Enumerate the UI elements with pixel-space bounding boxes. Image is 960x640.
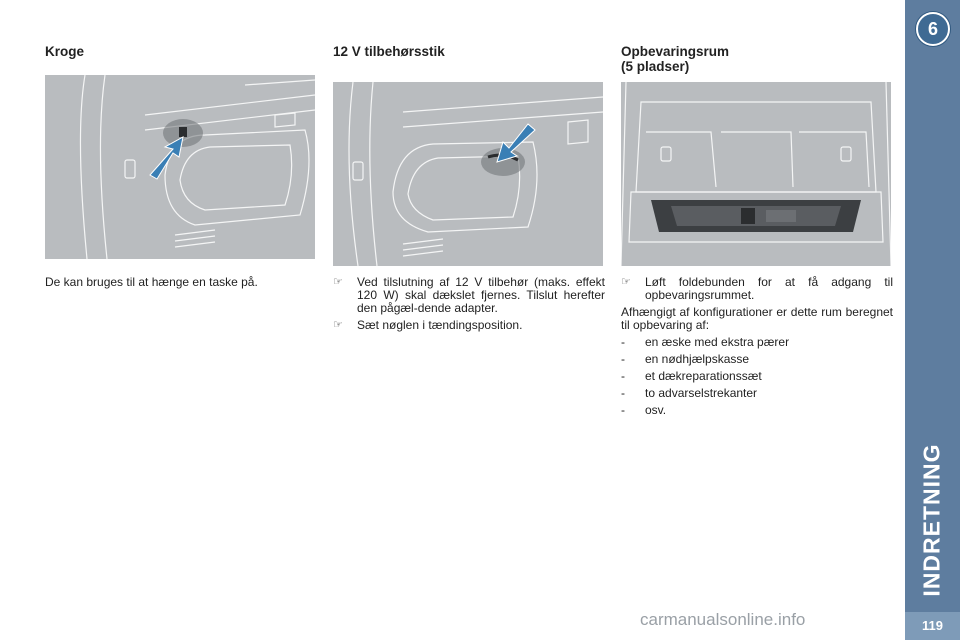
page-number: 119 (905, 612, 960, 640)
instruction-item: ☞ Løft foldebunden for at få adgang til opbevaringsrummet. (621, 275, 893, 302)
instruction-item: ☞ Sæt nøglen i tændingsposition. (333, 318, 523, 332)
socket-instructions (333, 276, 605, 336)
chapter-badge: 6 (916, 12, 950, 46)
instruction-item: ☞ Ved tilslutning af 12 V tilbehør (maks. effekt 120 W) skal dækslet fjernes. Tilslut herefter den pågæl-dende adapter. (333, 275, 605, 315)
pointing-hand-icon: ☞ (333, 319, 343, 331)
list-item: - en nødhjælpskasse (621, 352, 750, 366)
pointing-hand-icon: ☞ (621, 276, 631, 288)
heading-12v-socket: 12 V tilbehørsstik (333, 44, 445, 59)
list-item: - osv. (621, 403, 667, 417)
illustration-hooks (45, 75, 315, 259)
chapter-title: INDRETNING (918, 443, 945, 597)
pointing-hand-icon: ☞ (333, 276, 343, 288)
list-item: - to advarselstrekanter (621, 386, 758, 400)
storage-paragraph: Afhængigt af konfigurationer er dette rum beregnet til opbevaring af: (621, 305, 893, 332)
illustration-storage (621, 82, 891, 266)
list-item: - en æske med ekstra pærer (621, 335, 790, 349)
list-item: - et dækreparationssæt (621, 369, 762, 383)
illustration-12v-socket (333, 82, 603, 266)
watermark-footer: carmanualsonline.info (640, 610, 806, 629)
hooks-description: De kan bruges til at hænge en taske på. (45, 275, 258, 289)
heading-storage: Opbevaringsrum (5 pladser) (621, 44, 730, 74)
storage-description (621, 276, 893, 421)
heading-hooks: Kroge (45, 44, 85, 59)
